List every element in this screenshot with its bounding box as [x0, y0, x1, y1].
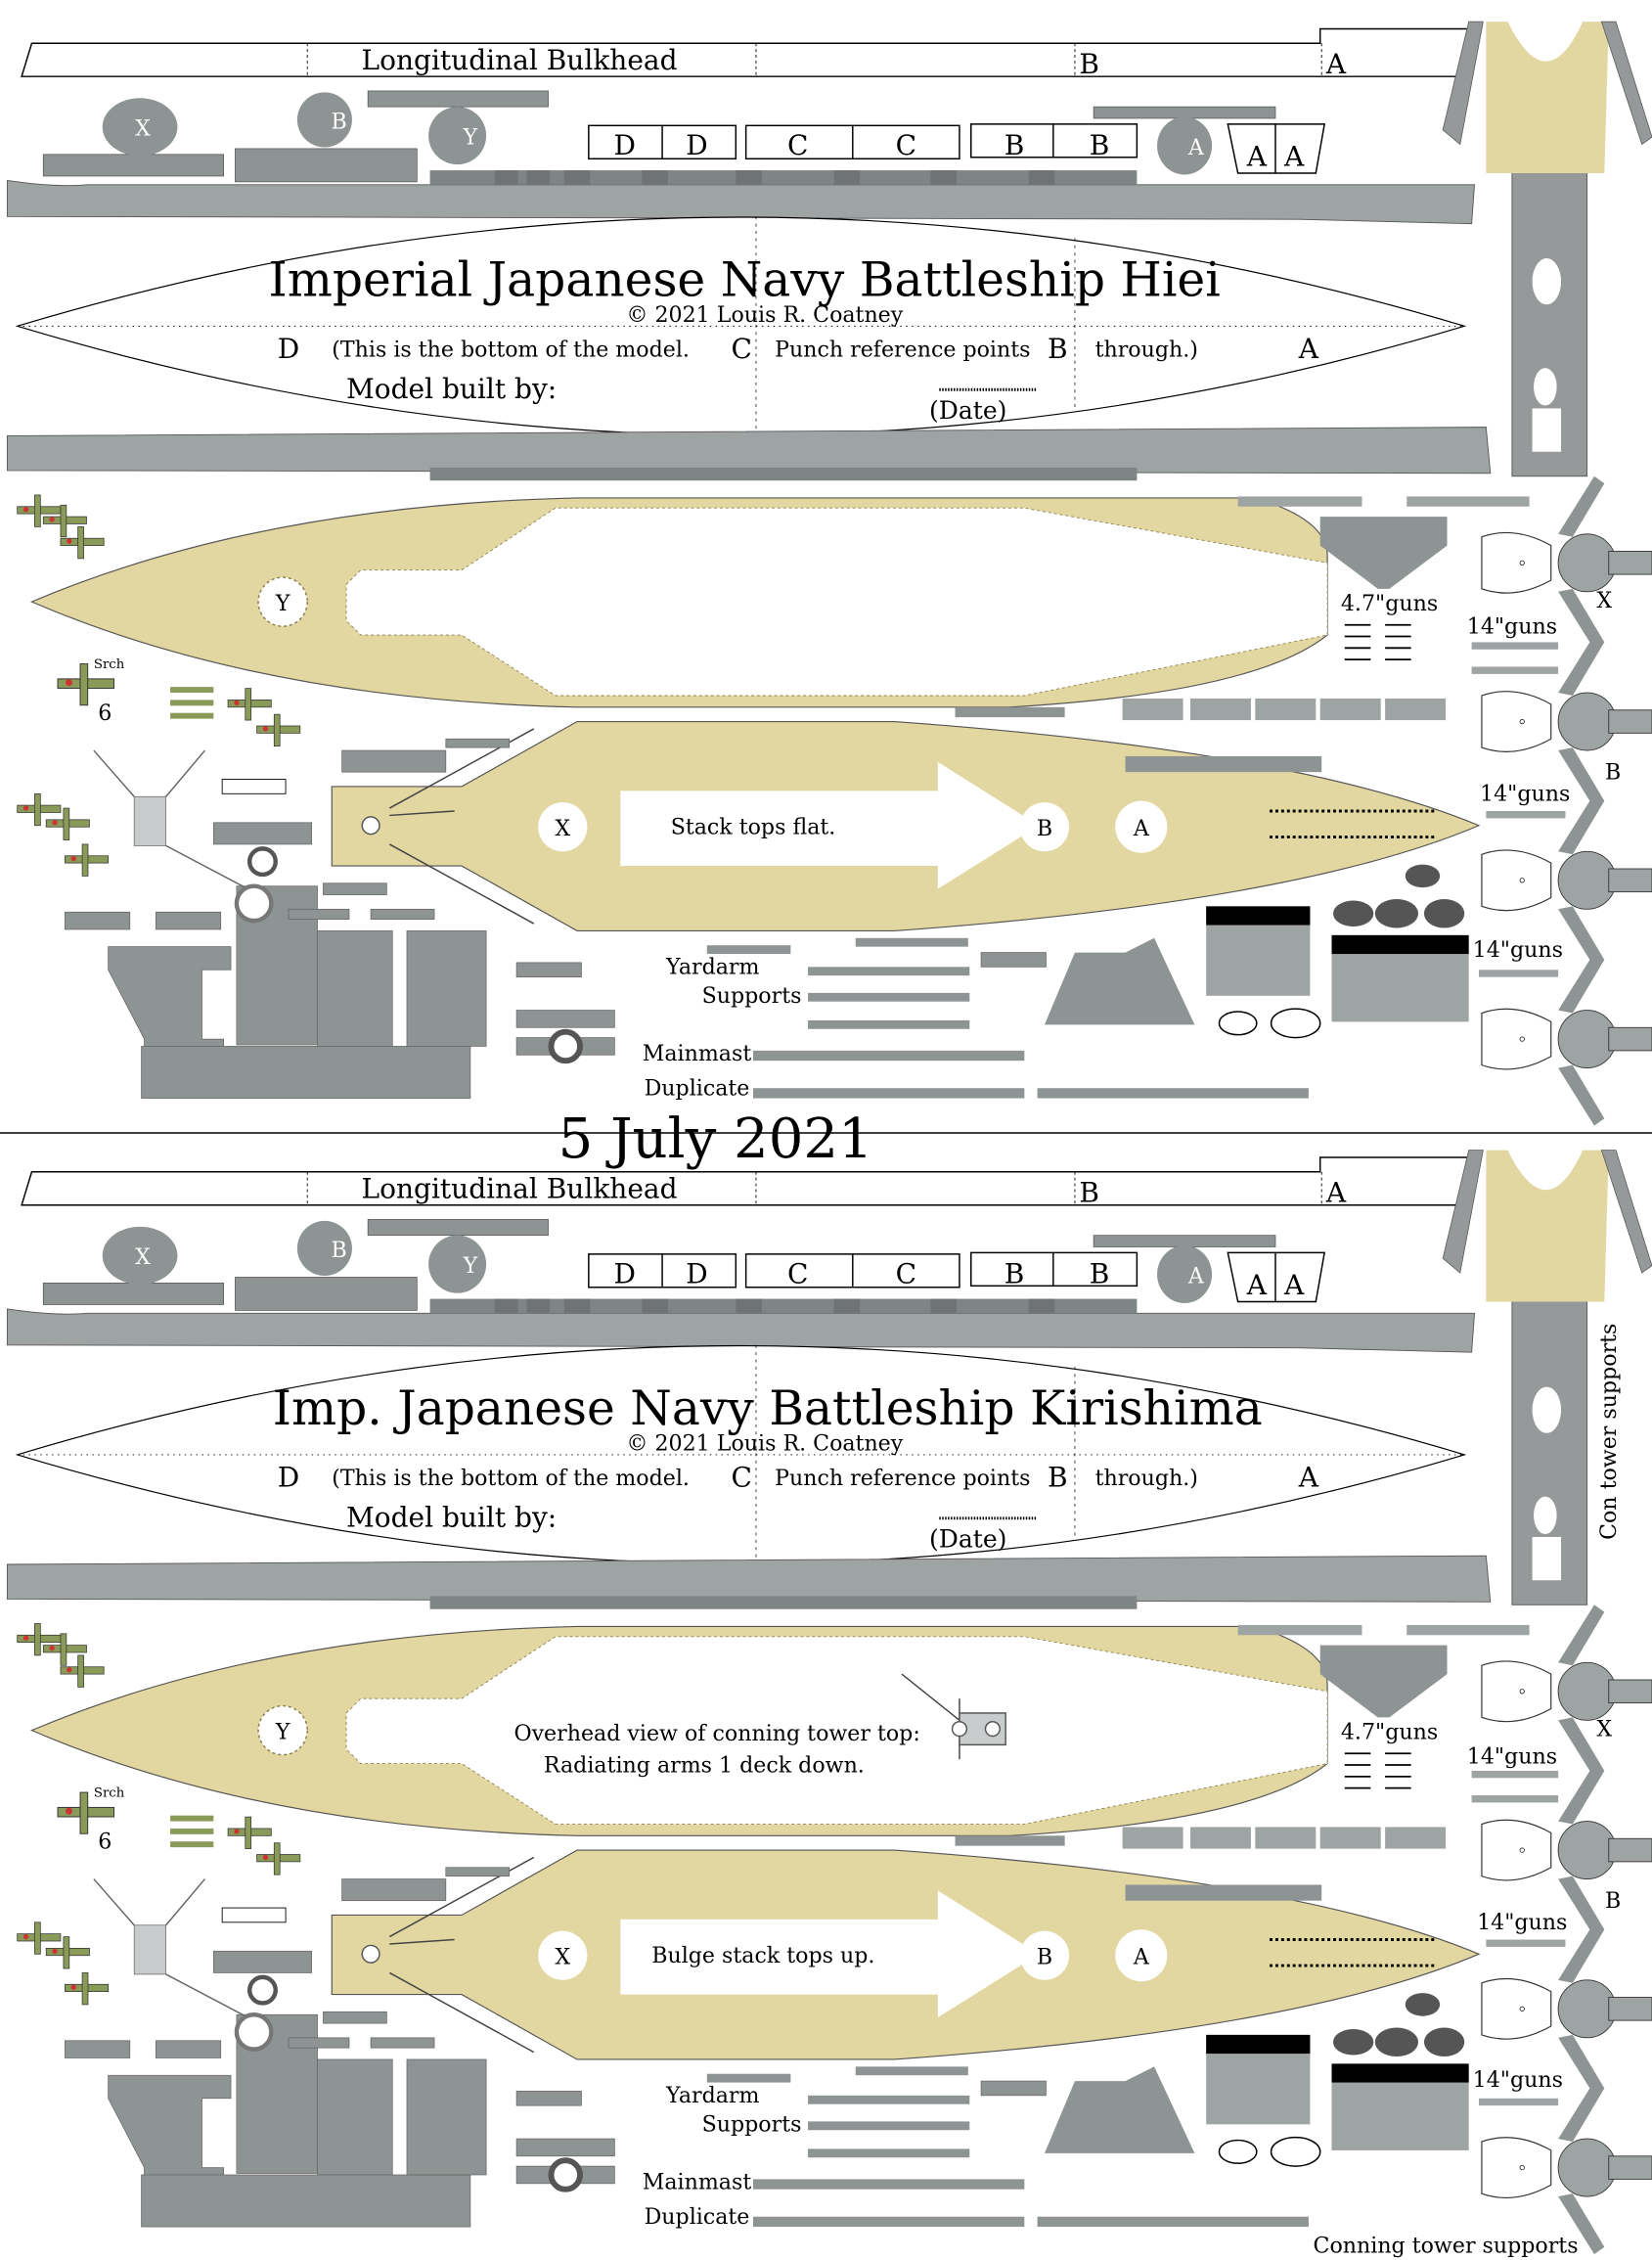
date-label: (Date): [928, 395, 1007, 425]
pair-label: C: [787, 128, 809, 161]
turret-side-letter: B: [1605, 759, 1622, 786]
turret-letter: A: [1187, 1263, 1204, 1289]
bulkhead-mark: A: [1325, 48, 1347, 81]
model-title: Imp. Japanese Navy Battleship Kirishima: [272, 1380, 1263, 1436]
searchlight-count: 6: [98, 701, 112, 727]
searchlight-label: Srch: [93, 656, 125, 672]
deck-turret-letter: Y: [275, 1719, 290, 1745]
searchlight-count: 6: [98, 1829, 112, 1855]
ref-mark: D: [277, 1461, 300, 1494]
pair-label: A: [1246, 1269, 1267, 1302]
ref-mark: A: [1298, 1461, 1319, 1494]
bulkhead-mark: B: [1079, 48, 1100, 81]
deck-turret-letter: A: [1133, 816, 1149, 842]
deck-note: Radiating arms 1 deck down.: [543, 1752, 865, 1779]
main-gun-label: 14"guns: [1480, 781, 1571, 807]
bottom-note: through.): [1094, 337, 1198, 363]
deck-turret-letter: X: [555, 816, 571, 842]
secondary-gun-label: 4.7"guns: [1340, 1719, 1439, 1745]
mainmast-label: Mainmast: [642, 1041, 752, 1067]
ref-mark: D: [277, 332, 300, 365]
turret-side-letter: B: [1605, 1888, 1622, 1915]
bulkhead-label: Longitudinal Bulkhead: [361, 1172, 678, 1205]
main-gun-label: 14"guns: [1472, 2066, 1563, 2093]
duplicate-label: Duplicate: [644, 2204, 750, 2231]
main-gun-label: 14"guns: [1472, 936, 1563, 963]
main-gun-label: 14"guns: [1466, 613, 1558, 640]
turret-side-letter: X: [1596, 1716, 1613, 1742]
pair-label: B: [1089, 128, 1110, 161]
built-by-label: Model built by:: [346, 1501, 558, 1534]
kirishima-sheet-shapes: [7, 1151, 1652, 2254]
stack-note: Stack tops flat.: [670, 814, 836, 840]
copyright: © 2021 Louis R. Coatney: [626, 1430, 904, 1457]
bottom-note: Punch reference points: [775, 337, 1031, 363]
bulkhead-label: Longitudinal Bulkhead: [361, 43, 678, 76]
turret-letter: Y: [463, 124, 478, 151]
ref-mark: C: [731, 332, 752, 365]
copyright: © 2021 Louis R. Coatney: [626, 301, 904, 328]
pair-label: A: [1284, 140, 1305, 173]
turret-letter: Y: [463, 1253, 478, 1280]
deck-note: Overhead view of conning tower top:: [513, 1720, 920, 1746]
supports-label: Supports: [701, 983, 802, 1010]
yardarm-label: Yardarm: [665, 954, 760, 980]
pair-label: D: [686, 1257, 708, 1290]
bulkhead-mark: A: [1325, 1176, 1347, 1209]
deck-turret-letter: B: [1036, 816, 1053, 842]
turret-letter: A: [1187, 134, 1204, 160]
deck-turret-letter: B: [1036, 1944, 1053, 1970]
pair-label: B: [1004, 1257, 1025, 1290]
pair-label: D: [613, 128, 636, 161]
turret-side-letter: X: [1596, 588, 1613, 614]
deck-turret-letter: Y: [275, 590, 290, 616]
pair-label: C: [787, 1257, 809, 1290]
duplicate-label: Duplicate: [644, 1075, 750, 1102]
date-banner: 5 July 2021: [558, 1107, 873, 1172]
deck-turret-letter: X: [555, 1944, 571, 1970]
searchlight-label: Srch: [93, 1785, 125, 1801]
con-tower-supports-label: Con tower supports: [1596, 1323, 1623, 1540]
model-title: Imperial Japanese Navy Battleship Hiei: [268, 252, 1221, 308]
hiei-sheet-shapes: [7, 22, 1652, 1125]
pair-label: A: [1246, 140, 1267, 173]
turret-letter: X: [135, 1244, 151, 1271]
bottom-note: (This is the bottom of the model.: [332, 1465, 690, 1491]
secondary-gun-label: 4.7"guns: [1340, 590, 1439, 616]
pair-label: D: [613, 1257, 636, 1290]
turret-letter: B: [331, 109, 347, 135]
main-gun-label: 14"guns: [1477, 1910, 1568, 1936]
pair-label: A: [1284, 1269, 1305, 1302]
ref-mark: B: [1047, 1461, 1068, 1494]
bottom-note: through.): [1094, 1465, 1198, 1491]
pair-label: B: [1004, 128, 1025, 161]
pair-label: C: [895, 128, 917, 161]
pair-label: C: [895, 1257, 917, 1290]
mainmast-label: Mainmast: [642, 2169, 752, 2195]
ref-mark: A: [1298, 332, 1319, 365]
bottom-note: (This is the bottom of the model.: [332, 337, 690, 363]
deck-turret-letter: A: [1133, 1944, 1149, 1970]
bulkhead-mark: B: [1079, 1176, 1100, 1209]
ref-mark: B: [1047, 332, 1068, 365]
supports-label: Supports: [701, 2111, 802, 2138]
conning-tower-supports-caption: Conning tower supports: [1313, 2233, 1579, 2259]
date-label: (Date): [928, 1524, 1007, 1554]
main-gun-label: 14"guns: [1466, 1743, 1558, 1770]
built-by-label: Model built by:: [346, 373, 558, 406]
turret-letter: B: [331, 1237, 347, 1263]
ref-mark: C: [731, 1461, 752, 1494]
pair-label: B: [1089, 1257, 1110, 1290]
yardarm-label: Yardarm: [665, 2083, 760, 2109]
stack-note: Bulge stack tops up.: [651, 1943, 875, 1969]
bottom-note: Punch reference points: [775, 1465, 1031, 1491]
turret-letter: X: [135, 115, 151, 142]
pair-label: D: [686, 128, 708, 161]
